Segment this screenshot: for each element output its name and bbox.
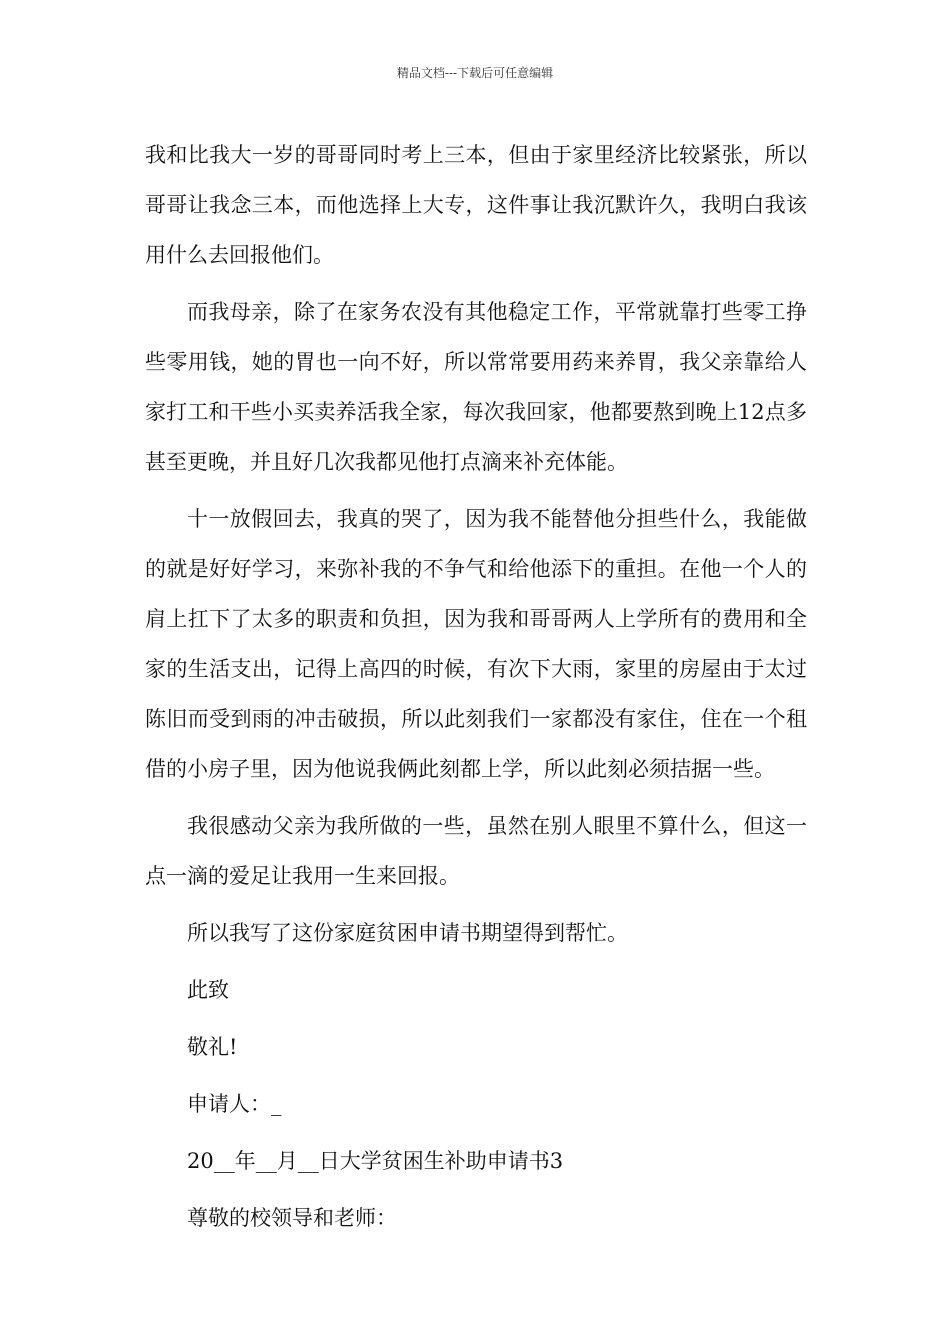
- paragraph-4: 我很感动父亲为我所做的一些，虽然在别人眼里不算什么，但这一点一滴的爱足让我用一生来回报。: [145, 814, 807, 888]
- paragraph-3: 十一放假回去，我真的哭了，因为我不能替他分担些什么，我能做的就是好好学习，来弥补我的不争气和给他添下的重担。在他一个人的肩上扛下了太多的职责和负担，因为我和哥哥两人上学所有的费用和全家的生活支出，记得上高四的时候，有次下大雨，家里的房屋由于太过陈旧而受到雨的冲击破损，所以此刻我们一家都没有家住，住在一个租借的小房子里，因为他说我俩此刻都上学，所以此刻必须拮据一些。: [145, 507, 807, 781]
- closing-line-salutation: 此致: [187, 978, 229, 1002]
- document-body: [145, 130, 807, 1243]
- applicant-line: 申请人：_: [187, 1092, 282, 1116]
- greeting-line: 尊敬的校领导和老师：: [187, 1206, 397, 1230]
- paragraph-1: 我和比我大一岁的哥哥同时考上三本，但由于家里经济比较紧张，所以哥哥让我念三本，而他选择上大专，这件事让我沉默许久，我明白我该用什么去回报他们。: [145, 143, 807, 267]
- date-title-line: 20__年__月__日大学贫困生补助申请书3: [187, 1149, 564, 1173]
- closing-line-regards: 敬礼!: [187, 1035, 238, 1059]
- page-header: 精品文档---下载后可任意编辑: [396, 66, 554, 80]
- closing-line-purpose: 所以我写了这份家庭贫困申请书期望得到帮忙。: [187, 921, 628, 945]
- paragraph-2: 而我母亲，除了在家务农没有其他稳定工作，平常就靠打些零工挣些零用钱，她的胃也一向不好，所以常常要用药来养胃，我父亲靠给人家打工和干些小买卖养活我全家，每次我回家，他都要熬到晚上12点多甚至更晚，并且好几次我都见他打点滴来补充体能。: [145, 300, 807, 474]
